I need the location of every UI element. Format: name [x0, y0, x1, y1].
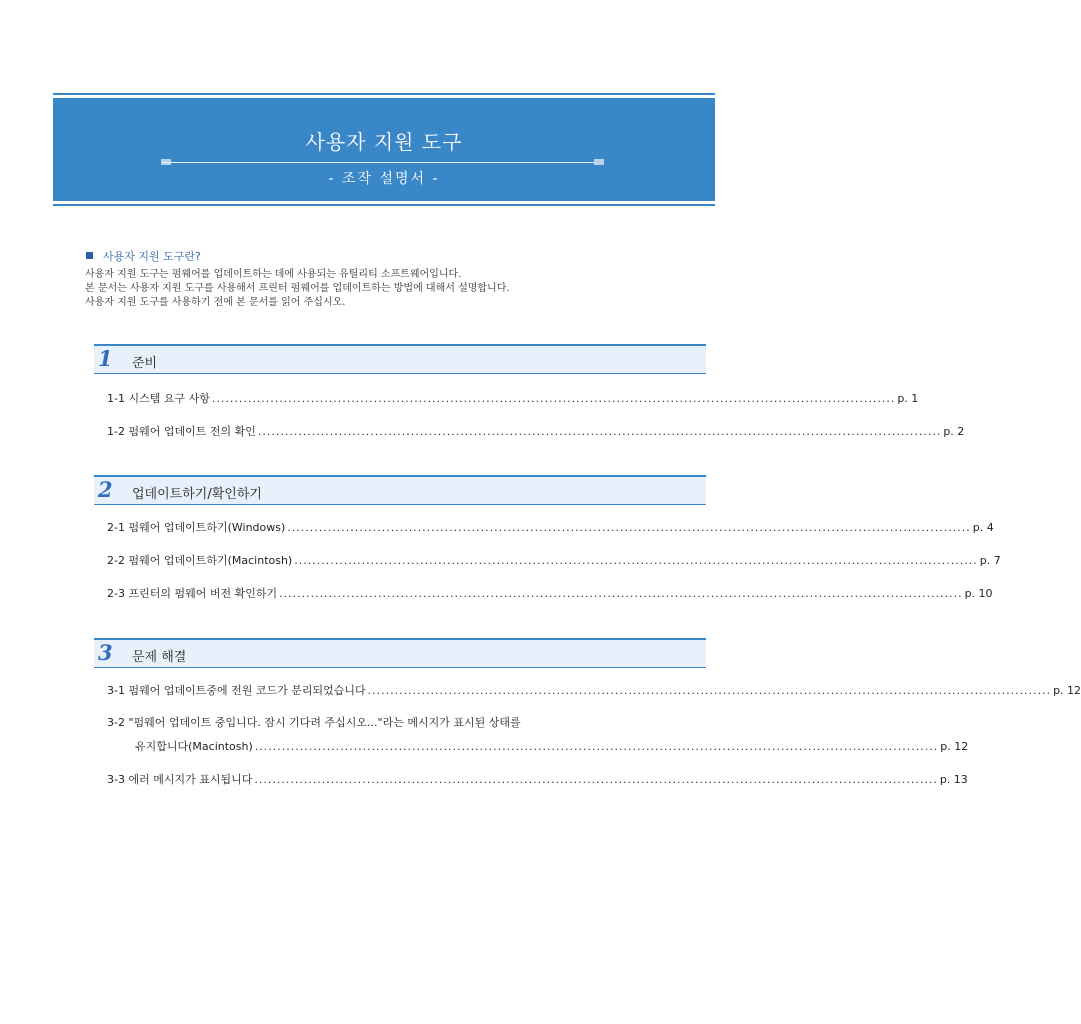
toc-leader-dots: ........................................................................................................................................................	[254, 740, 939, 753]
section-title: 업데이트하기/확인하기	[132, 487, 262, 502]
toc-entry[interactable]	[107, 771, 968, 787]
toc-entry-page: p. 10	[964, 587, 993, 600]
toc-entry-label: 2-3 프린터의 펌웨어 버전 확인하기	[107, 587, 278, 600]
intro-heading-text: 사용자 지원 도구란?	[103, 250, 201, 263]
section-header-1	[94, 344, 706, 374]
section-number: 2	[98, 477, 113, 502]
section-number: 3	[98, 640, 113, 665]
section-number: 1	[98, 346, 113, 371]
toc-entry[interactable]	[107, 585, 993, 601]
toc-leader-dots: ........................................................................................................................................................	[254, 773, 938, 786]
toc-entry-page: p. 2	[943, 425, 965, 438]
toc-entry-label: 2-2 펌웨어 업데이트하기(Macintosh)	[107, 554, 293, 567]
intro-line: 본 문서는 사용자 지원 도구를 사용해서 프린터 펌웨어를 업데이트하는 방법에 대해서 설명합니다.	[85, 283, 510, 294]
intro-paragraph	[85, 268, 510, 310]
toc-entry-first-line[interactable]	[107, 714, 521, 730]
document-subtitle: - 조작 설명서 -	[328, 171, 440, 187]
toc-entry-page: p. 13	[939, 773, 968, 786]
toc-entry-label: 2-1 펌웨어 업데이트하기(Windows)	[107, 521, 286, 534]
document-title: 사용자 지원 도구	[305, 130, 463, 154]
banner-body	[53, 98, 715, 201]
toc-entry-label: 1-1 시스템 요구 사항	[107, 392, 210, 405]
toc-entry-page: p. 1	[897, 392, 919, 405]
section-title: 준비	[132, 356, 158, 371]
toc-leader-dots: ........................................................................................................................................................	[257, 425, 942, 438]
toc-leader-dots: ........................................................................................................................................................	[294, 554, 978, 567]
toc-entry[interactable]	[107, 519, 994, 535]
toc-leader-dots: ........................................................................................................................................................	[279, 587, 963, 600]
banner-line-right-cap	[594, 159, 604, 165]
toc-entry-label-continued: 유지합니다(Macintosh)	[135, 740, 253, 753]
toc-entry-label: 1-2 펌웨어 업데이트 전의 확인	[107, 425, 256, 438]
section-header-3	[94, 638, 706, 668]
banner-bottom-rule	[53, 204, 715, 206]
toc-leader-dots: ........................................................................................................................................................	[287, 521, 971, 534]
toc-entry[interactable]	[107, 552, 1001, 568]
toc-entry-page: p. 7	[979, 554, 1001, 567]
intro-line: 사용자 지원 도구를 사용하기 전에 본 문서를 읽어 주십시오.	[85, 297, 346, 308]
toc-leader-dots: ........................................................................................................................................................	[211, 392, 896, 405]
toc-entry[interactable]	[107, 390, 919, 406]
square-bullet-icon	[86, 252, 93, 259]
title-banner	[53, 93, 715, 206]
toc-leader-dots: ........................................................................................................................................................	[367, 684, 1052, 697]
intro-heading	[86, 248, 201, 264]
toc-entry-label: 3-1 펌웨어 업데이트중에 전원 코드가 분리되었습니다	[107, 684, 366, 697]
toc-entry-page: p. 12	[1053, 684, 1081, 697]
banner-divider-line	[163, 162, 603, 163]
toc-entry[interactable]	[135, 738, 969, 754]
section-header-2	[94, 475, 706, 505]
toc-entry[interactable]	[107, 423, 965, 439]
toc-entry-page: p. 4	[972, 521, 994, 534]
section-title: 문제 해결	[132, 650, 187, 665]
toc-entry-page: p. 12	[940, 740, 969, 753]
toc-entry[interactable]	[107, 682, 1081, 698]
toc-entry-label: 3-2 "펌웨어 업데이트 중입니다. 잠시 기다려 주십시오..."라는 메시지가 표시된 상태를	[107, 716, 521, 729]
intro-line: 사용자 지원 도구는 펌웨어를 업데이트하는 데에 사용되는 유틸리티 소프트웨어입니다.	[85, 269, 462, 280]
toc-entry-label: 3-3 에러 메시지가 표시됩니다	[107, 773, 253, 786]
